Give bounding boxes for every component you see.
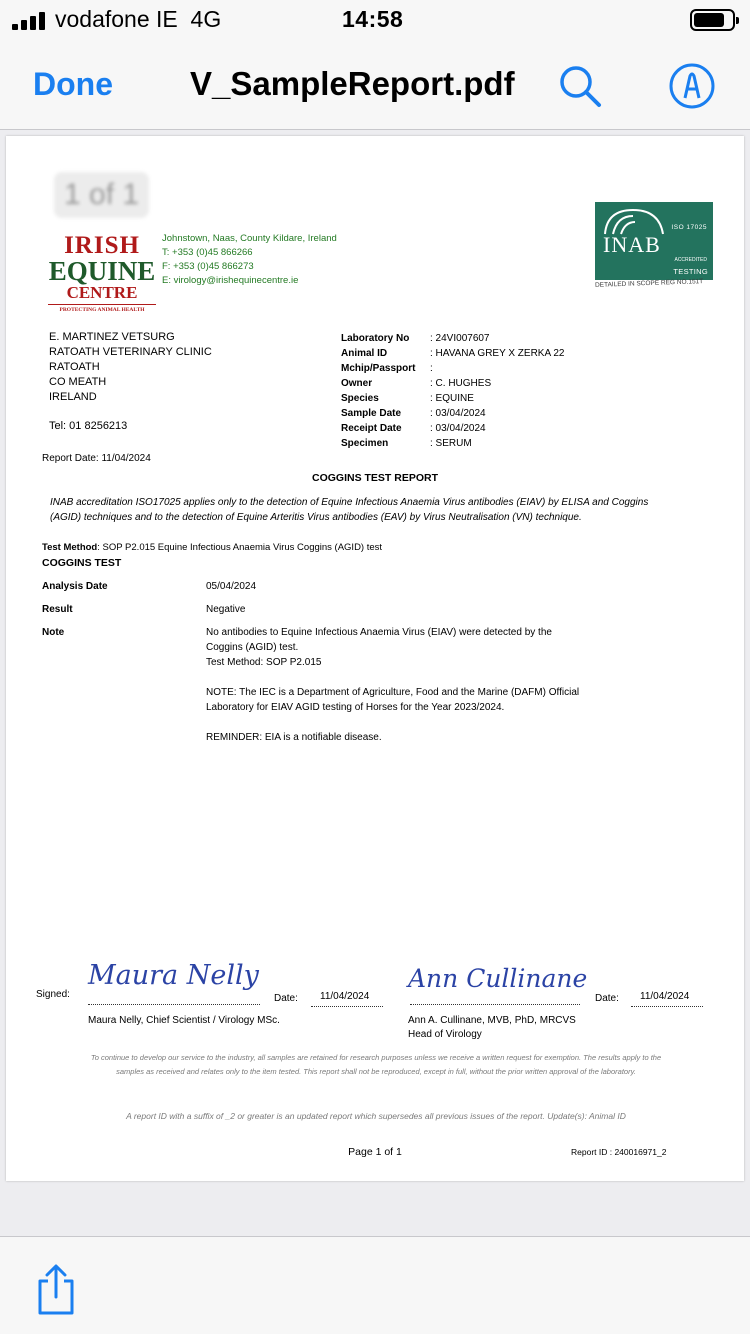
page-indicator: 1 of 1 <box>54 172 149 218</box>
signed-label: Signed: <box>36 989 70 1000</box>
detail-row: Species : EQUINE <box>341 393 474 404</box>
signer1-name: Maura Nelly, Chief Scientist / Virology MSc. <box>88 1015 280 1026</box>
result-note: No antibodies to Equine Infectious Anaemia Virus (EIAV) were detected by the Coggins (AGID) test. Test Method: SOP P2.015 NOTE: The IEC is a Department of Agriculture, Food and the Marine (DAFM) Official Laboratory for EIAV AGID testing of Horses for the Year 2023/2024. REMINDER: EIA is a notifiable disease. <box>206 627 580 743</box>
battery-icon <box>690 9 735 31</box>
detail-row: Owner : C. HUGHES <box>341 378 492 389</box>
analysis-date: 05/04/2024 <box>206 581 257 592</box>
signer2-name: Ann A. Cullinane, MVB, PhD, MRCVS Head of Virology <box>408 1015 576 1040</box>
document-title: V_SampleReport.pdf <box>190 65 515 102</box>
detail-row: Specimen : SERUM <box>341 438 472 449</box>
table-row: Result Negative <box>42 602 586 617</box>
signal-strength-icon <box>12 12 48 30</box>
report-date: Report Date: 11/04/2024 <box>42 453 151 464</box>
test-method: Test Method: SOP P2.015 Equine Infectious Anaemia Virus Coggins (AGID) test <box>42 542 383 553</box>
signature-maura-nelly: Maura Nelly <box>88 960 259 991</box>
test-result: Negative <box>206 604 246 615</box>
status-bar <box>0 0 750 40</box>
lab-fax: F: +353 (0)45 866273 <box>162 261 254 272</box>
recipient-address: E. MARTINEZ VETSURG RATOATH VETERINARY CLINIC RATOATH CO MEATH IRELAND Tel: 01 8256213 <box>49 331 212 432</box>
accreditation-note: INAB accreditation ISO17025 applies only to the detection of Equine Infectious Anaemia Virus antibodies (EIAV) by ELISA and Coggins (AGID) techniques and to the detection of Equine Arteritis Virus antibodies (EAV) by Virus Neutralisation (VN) technique. <box>50 497 649 523</box>
detail-row: Laboratory No : 24VI007607 <box>341 333 490 344</box>
disclaimer: To continue to develop our service to the industry, all samples are retained for research purposes unless we receive a written request for exemption. The results apply to the samples as received and relates only to the item tested. This report shall not be reproduced, except in full, without the prior written approval of the laboratory. <box>90 1053 662 1076</box>
signer1-date: 11/04/2024 <box>320 991 370 1002</box>
carrier-label: vodafone IE 4G <box>55 6 222 32</box>
detail-row: Mchip/Passport : <box>341 363 433 374</box>
done-button[interactable]: Done <box>33 66 113 102</box>
inab-accreditation-logo: ISO 17025 INAB ACCREDITED TESTING <box>595 202 713 280</box>
lab-phone: T: +353 (0)45 866266 <box>162 247 253 258</box>
section-title: COGGINS TEST <box>42 557 122 569</box>
inab-scope-text: DETAILED IN SCOPE REG NO.151T <box>594 278 704 289</box>
lab-contact-details <box>162 232 337 288</box>
page-number: Page 1 of 1 <box>348 1146 402 1158</box>
signature-ann-cullinane: Ann Cullinane <box>408 964 588 993</box>
irish-equine-centre-logo: IRISH EQUINE CENTRE PROTECTING ANIMAL HEALTH <box>48 232 156 313</box>
lab-address: Johnstown, Naas, County Kildare, Ireland <box>162 233 337 244</box>
pdf-page[interactable]: 1 of 1 IRISH EQUINE CENTRE PROTECTING ANIMAL HEALTH Johnstown, Naas, County Kildare, Ireland T: +353 (0)45 866266 F: +353 (0)45 866273 E: virology@irishequinecentre.ie ISO 17025 INAB ACCREDITED TESTING DETAILED IN SCOPE REG NO.151T E. MARTINEZ VETSURG RATOATH VETERINARY CLINIC RATOATH CO MEATH IRELAND Tel: 01 8256213 Laboratory No : 24VI007607 Animal ID : HAVANA GREY X ZERKA 22 Mchip/Passport : Owner : C. HUGHES Species : EQUINE Sample Date : 03/04/2024 Receipt Date : 03/04/2024 Specimen : SERUM Report Date: 11/04/2024 COGGINS TEST REPORT INAB accreditation ISO17025 applies only to the detection of Equine Infectious Anaemia Virus antibodies (EIAV) by ELISA and Coggins (AGID) techniques and to the detection of Equine Arteritis Virus antibodies (EAV) by Virus Neutralisation (VN) technique. Test Method: SOP P2.015 Equine Infectious Anaemia Virus Coggins (AGID) test COGGINS TEST Analysis Date 05/04/2024 Result Negative Note No antibodies to Equine Infectious Anaemia Virus (EIAV) were detected by the Coggins (AGID) test. Test Method: SOP P2.015 NOTE: The IEC is a Department of Agriculture, Food and the Marine (DAFM) Official Laboratory for EIAV AGID testing of Horses for the Year 2023/2024. REMINDER: EIA is a notifiable disease. Signed: Maura Nelly Date: 11/04/2024 Maura Nelly, Chief Scientist / Virology MSc. Ann Cullinane Date: 11/04/2024 Ann A. Cullinane, MVB, PhD, MRCVS Head of Virology To continue to develop our service to the industry, all samples are retained for research purposes unless we receive a written request for exemption. The results apply to the samples as received and relates only to the item tested. This report shall not be reproduced, except in full, without the prior written approval of the laboratory. A report ID with a suffix of _2 or greater is an updated report which supersedes all previous issues of the report. Update(s): Animal ID Page 1 of 1 Report ID : 240016971_2 <box>6 136 744 1181</box>
report-id: Report ID : 240016971_2 <box>571 1147 667 1157</box>
detail-row: Animal ID : HAVANA GREY X ZERKA 22 <box>341 348 565 359</box>
lab-email: E: virology@irishequinecentre.ie <box>162 275 299 286</box>
clock: 14:58 <box>342 6 404 32</box>
detail-row: Sample Date : 03/04/2024 <box>341 408 486 419</box>
results-table <box>42 579 586 753</box>
sample-details <box>341 331 565 451</box>
report-title: COGGINS TEST REPORT <box>311 472 438 484</box>
network-type: 4G <box>190 6 222 32</box>
navigation-bar <box>0 40 750 130</box>
signer2-date: 11/04/2024 <box>640 991 690 1002</box>
recipient-phone: Tel: 01 8256213 <box>49 420 128 432</box>
bottom-toolbar <box>0 1236 750 1334</box>
share-icon[interactable] <box>32 1263 80 1317</box>
detail-row: Receipt Date : 03/04/2024 <box>341 423 486 434</box>
search-icon[interactable] <box>556 62 604 110</box>
table-row: Analysis Date 05/04/2024 <box>42 579 586 594</box>
table-row: Note No antibodies to Equine Infectious Anaemia Virus (EIAV) were detected by the Coggins (AGID) test. Test Method: SOP P2.015 NOTE: The IEC is a Department of Agriculture, Food and the Marine (DAFM) Official Laboratory for EIAV AGID testing of Horses for the Year 2023/2024. REMINDER: EIA is a notifiable disease. <box>42 625 586 745</box>
markup-icon[interactable] <box>668 62 716 110</box>
report-suffix-note: A report ID with a suffix of _2 or greater is an updated report which supersedes all previous issues of the report. Update(s): Animal ID <box>126 1111 626 1121</box>
